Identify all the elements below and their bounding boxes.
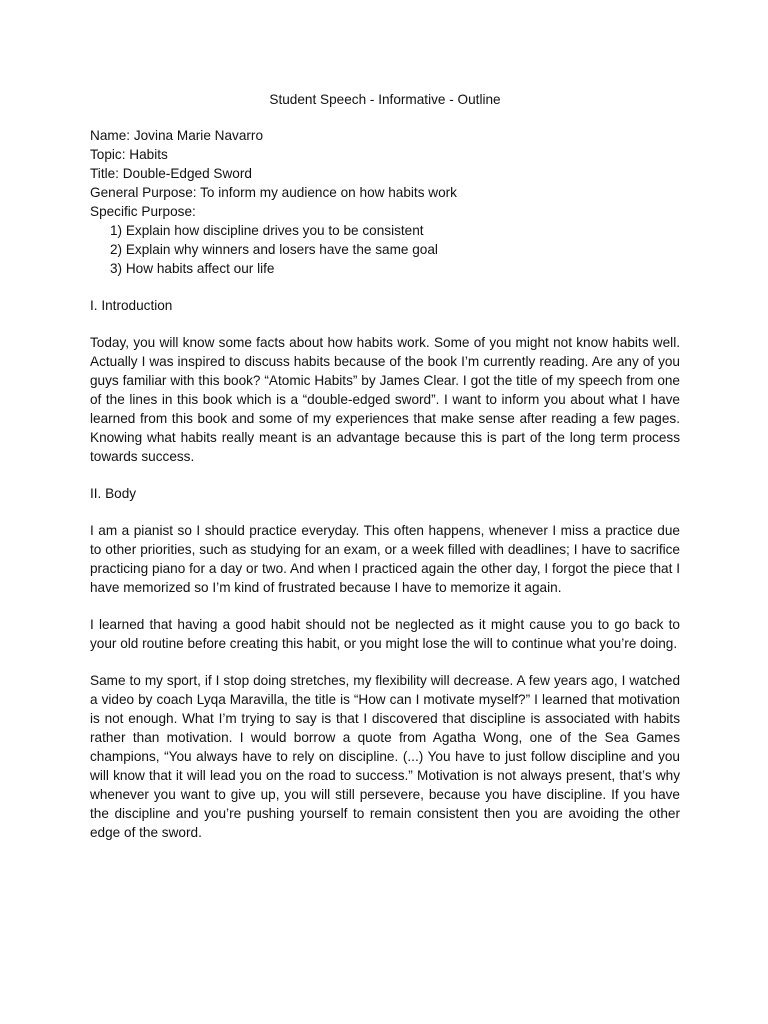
specific-purpose-list — [90, 221, 680, 278]
topic-line: Topic: Habits — [90, 147, 168, 162]
specific-purpose-item: 2) Explain why winners and losers have the same goal — [110, 242, 438, 257]
title-line: Title: Double-Edged Sword — [90, 166, 252, 181]
body-paragraph: I am a pianist so I should practice everyday. This often happens, whenever I miss a practice due to other priorities, such as studying for an exam, or a week filled with deadlines; I have to sacrifice practicing piano for a day or two. And when I practiced again the other day, I forgot the piece that I have memorized so I’m kind of frustrated because I have to memorize it again. — [90, 523, 680, 595]
body-paragraph: Same to my sport, if I stop doing stretches, my flexibility will decrease. A few years ago, I watched a video by coach Lyqa Maravilla, the title is “How can I motivate myself?” I learned that motivation is not enough. What I’m trying to say is that I discovered that discipline is associated with habits rather than motivation. I would borrow a quote from Agatha Wong, one of the Sea Games champions, “You always have to rely on discipline. (...) You have to just follow discipline and you will know that it will lead you on the road to success.” Motivation is not always present, that’s why whenever you want to give up, you will still persevere, because you have discipline. If you have the discipline and you’re pushing yourself to remain consistent then you are avoiding the other edge of the sword. — [90, 673, 680, 840]
specific-purpose-item: 1) Explain how discipline drives you to be consistent — [110, 223, 424, 238]
body-heading: II. Body — [90, 486, 137, 501]
specific-purpose-label: Specific Purpose: — [90, 204, 196, 219]
document-title: Student Speech - Informative - Outline — [269, 92, 501, 107]
body-paragraph: I learned that having a good habit should not be neglected as it might cause you to go back to your old routine before creating this habit, or you might lose the will to continue what you’re doing. — [90, 617, 680, 651]
general-purpose-line: General Purpose: To inform my audience on how habits work — [90, 185, 457, 200]
specific-purpose-item: 3) How habits affect our life — [110, 261, 275, 276]
introduction-paragraph: Today, you will know some facts about how habits work. Some of you might not know habits well. Actually I was inspired to discuss habits because of the book I’m currently reading. Are any of you guys familiar with this book? “Atomic Habits” by James Clear. I got the title of my speech from one of the lines in this book which is a “double-edged sword”. I want to inform you about what I have learned from this book and some of my experiences that make sense after reading a few pages. Knowing what habits really meant is an advantage because this is part of the long term process towards success. — [90, 335, 680, 464]
name-line: Name: Jovina Marie Navarro — [90, 128, 264, 143]
speech-meta — [90, 126, 680, 278]
introduction-heading: I. Introduction — [90, 298, 173, 313]
